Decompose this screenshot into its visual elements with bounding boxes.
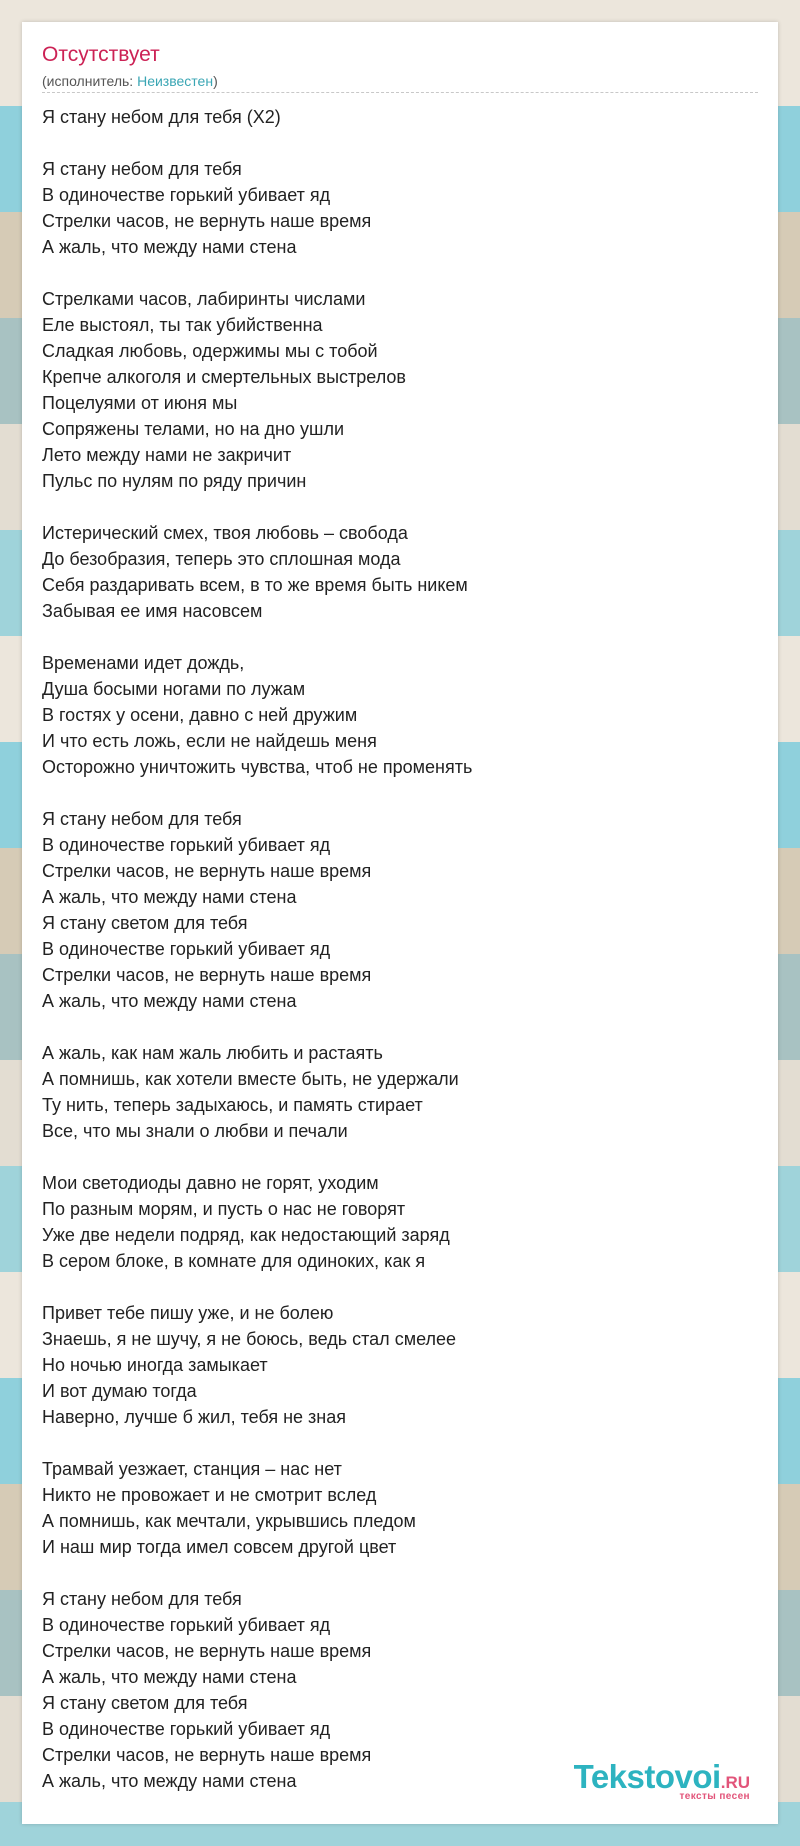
lyric-line: По разным морям, и пусть о нас не говорят xyxy=(42,1199,406,1219)
lyric-blank-line xyxy=(42,130,758,156)
lyric-line: А жаль, как нам жаль любить и растаять xyxy=(42,1043,383,1063)
lyric-line: А жаль, что между нами стена xyxy=(42,1771,297,1791)
lyric-line: Истерический смех, твоя любовь – свобода xyxy=(42,523,408,543)
lyric-line: Уже две недели подряд, как недостающий заряд xyxy=(42,1225,450,1245)
lyric-line: А помнишь, как мечтали, укрывшись пледом xyxy=(42,1511,416,1531)
lyric-line: Я стану небом для тебя xyxy=(42,1589,242,1609)
lyric-line: Я стану светом для тебя xyxy=(42,913,248,933)
lyric-line: В одиночестве горький убивает яд xyxy=(42,1719,331,1739)
lyric-line: Знаешь, я не шучу, я не боюсь, ведь стал смелее xyxy=(42,1329,456,1349)
lyric-blank-line xyxy=(42,1430,758,1456)
lyric-blank-line xyxy=(42,780,758,806)
lyric-blank-line xyxy=(42,1014,758,1040)
lyric-line: Пульс по нулям по ряду причин xyxy=(42,471,307,491)
lyric-line: Себя раздаривать всем, в то же время быть никем xyxy=(42,575,468,595)
artist-line xyxy=(42,74,218,88)
lyric-line: И наш мир тогда имел совсем другой цвет xyxy=(42,1537,397,1557)
lyric-line: В сером блоке, в комнате для одиноких, как я xyxy=(42,1251,426,1271)
lyric-line: А помнишь, как хотели вместе быть, не удержали xyxy=(42,1069,459,1089)
lyric-blank-line xyxy=(42,1560,758,1586)
lyric-line: Мои светодиоды давно не горят, уходим xyxy=(42,1173,379,1193)
lyric-blank-line xyxy=(42,494,758,520)
lyric-line: Временами идет дождь, xyxy=(42,653,245,673)
lyric-line: И вот думаю тогда xyxy=(42,1381,197,1401)
lyric-line: Сладкая любовь, одержимы мы с тобой xyxy=(42,341,378,361)
lyric-line: Привет тебе пишу уже, и не болею xyxy=(42,1303,334,1323)
lyric-line: Стрелки часов, не вернуть наше время xyxy=(42,965,372,985)
lyric-line: В гостях у осени, давно с ней дружим xyxy=(42,705,358,725)
logo-tld: .RU xyxy=(720,1773,750,1792)
lyric-line: Стрелки часов, не вернуть наше время xyxy=(42,1641,372,1661)
lyric-line: В одиночестве горький убивает яд xyxy=(42,835,331,855)
lyric-line: А жаль, что между нами стена xyxy=(42,991,297,1011)
lyric-line: Поцелуями от июня мы xyxy=(42,393,238,413)
lyrics-text xyxy=(42,104,758,1794)
lyric-line: Стрелками часов, лабиринты числами xyxy=(42,289,366,309)
lyric-line: Забывая ее имя насовсем xyxy=(42,601,263,621)
artist-suffix: ) xyxy=(213,73,218,89)
lyrics-card xyxy=(22,22,778,1824)
lyric-line: Еле выстоял, ты так убийственна xyxy=(42,315,323,335)
lyric-line: Я стану небом для тебя (X2) xyxy=(42,107,281,127)
lyric-line: В одиночестве горький убивает яд xyxy=(42,939,331,959)
lyric-line: Сопряжены телами, но на дно ушли xyxy=(42,419,345,439)
lyric-line: Все, что мы знали о любви и печали xyxy=(42,1121,348,1141)
lyric-line: Я стану светом для тебя xyxy=(42,1693,248,1713)
lyric-line: Крепче алкоголя и смертельных выстрелов xyxy=(42,367,406,387)
lyric-line: Стрелки часов, не вернуть наше время xyxy=(42,861,372,881)
lyric-line: А жаль, что между нами стена xyxy=(42,887,297,907)
lyric-line: Наверно, лучше б жил, тебя не зная xyxy=(42,1407,347,1427)
lyric-line: Я стану небом для тебя xyxy=(42,809,242,829)
lyric-line: Я стану небом для тебя xyxy=(42,159,242,179)
lyric-line: Душа босыми ногами по лужам xyxy=(42,679,306,699)
lyric-line: До безобразия, теперь это сплошная мода xyxy=(42,549,401,569)
lyric-line: В одиночестве горький убивает яд xyxy=(42,1615,331,1635)
lyric-line: Трамвай уезжает, станция – нас нет xyxy=(42,1459,342,1479)
lyric-blank-line xyxy=(42,260,758,286)
lyric-line: А жаль, что между нами стена xyxy=(42,1667,297,1687)
lyric-blank-line xyxy=(42,1274,758,1300)
logo-tagline: тексты песен xyxy=(679,1791,750,1802)
lyric-line: Ту нить, теперь задыхаюсь, и память стирает xyxy=(42,1095,423,1115)
lyric-line: Осторожно уничтожить чувства, чтоб не променять xyxy=(42,757,473,777)
site-logo[interactable] xyxy=(574,1760,750,1802)
lyric-line: Но ночью иногда замыкает xyxy=(42,1355,268,1375)
lyric-line: В одиночестве горький убивает яд xyxy=(42,185,331,205)
song-title: Отсутствует xyxy=(42,43,160,66)
lyric-line: Никто не провожает и не смотрит вслед xyxy=(42,1485,377,1505)
header-divider xyxy=(42,92,758,93)
lyric-line: А жаль, что между нами стена xyxy=(42,237,297,257)
artist-prefix: (исполнитель: xyxy=(42,73,138,89)
lyric-line: Лето между нами не закричит xyxy=(42,445,292,465)
lyric-blank-line xyxy=(42,624,758,650)
lyric-blank-line xyxy=(42,1144,758,1170)
logo-name: Tekstovoi xyxy=(573,1758,721,1795)
lyric-line: И что есть ложь, если не найдешь меня xyxy=(42,731,377,751)
lyric-line: Стрелки часов, не вернуть наше время xyxy=(42,211,372,231)
artist-link[interactable]: Неизвестен xyxy=(137,73,214,89)
lyric-line: Стрелки часов, не вернуть наше время xyxy=(42,1745,372,1765)
